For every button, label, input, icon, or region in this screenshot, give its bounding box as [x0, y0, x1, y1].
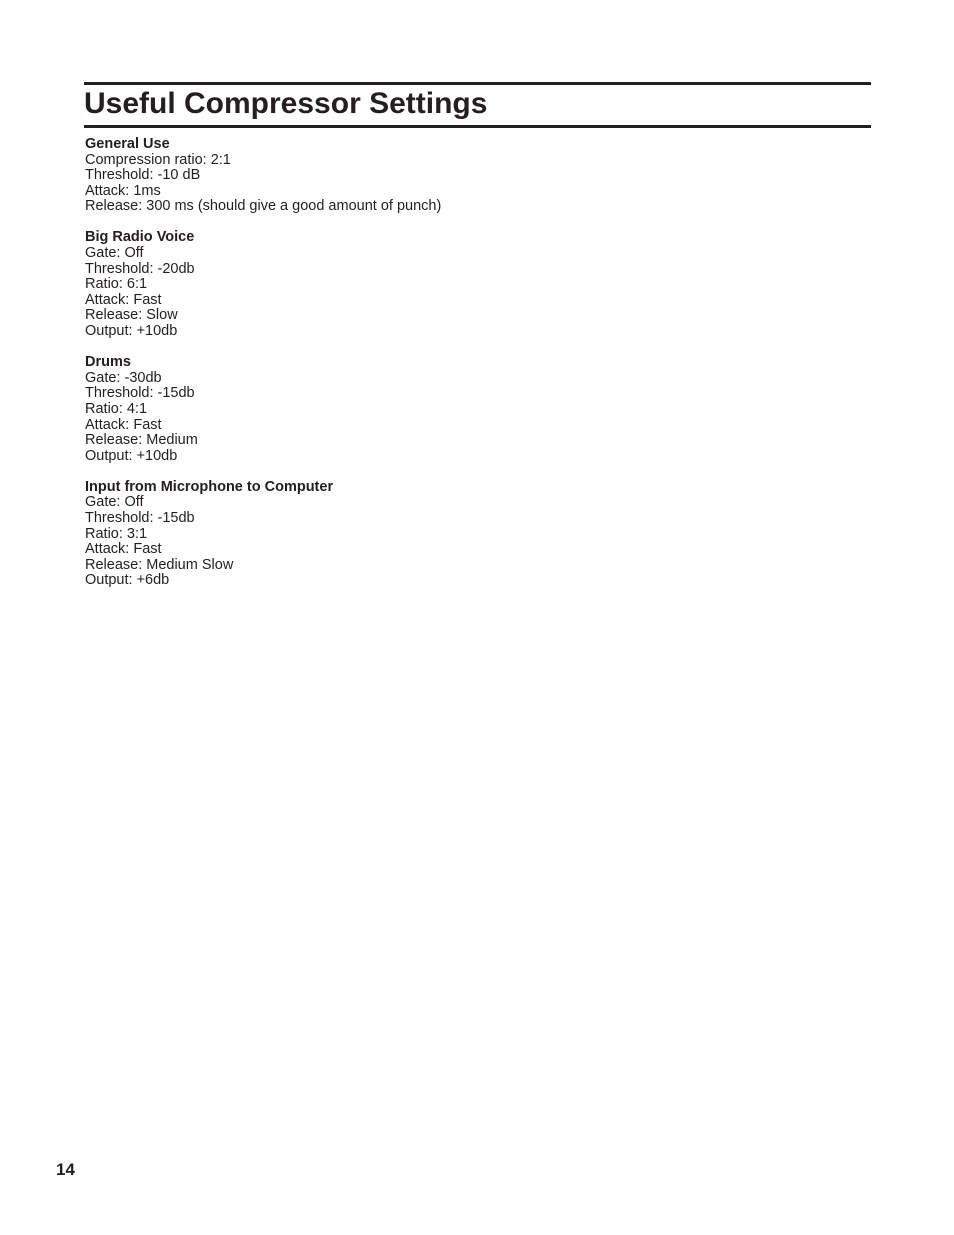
section-heading: Big Radio Voice	[85, 229, 195, 246]
setting-line: Release: Medium	[85, 432, 198, 449]
setting-line: Threshold: -15db	[85, 509, 195, 526]
setting-line: Gate: Off	[85, 245, 144, 262]
setting-line: Gate: -30db	[85, 369, 162, 386]
page-title: Useful Compressor Settings	[84, 87, 488, 120]
setting-line: Attack: Fast	[85, 416, 162, 433]
setting-line: Release: Medium Slow	[85, 556, 234, 573]
setting-line: Output: +10db	[85, 447, 178, 464]
settings-content	[85, 137, 865, 604]
setting-line: Threshold: -15db	[85, 385, 195, 402]
setting-line: Ratio: 4:1	[85, 400, 148, 417]
setting-line: Threshold: -10 dB	[85, 167, 201, 184]
section-heading: General Use	[85, 136, 170, 152]
section-general-use	[85, 137, 865, 215]
page-header	[84, 82, 871, 128]
setting-line: Compression ratio: 2:1	[85, 151, 231, 168]
setting-line: Output: +10db	[85, 323, 178, 340]
setting-line: Gate: Off	[85, 494, 144, 511]
section-heading: Input from Microphone to Computer	[85, 478, 334, 495]
section-heading: Drums	[85, 354, 131, 371]
section-input-from-microphone	[85, 480, 865, 589]
setting-line: Ratio: 6:1	[85, 276, 148, 293]
section-drums	[85, 355, 865, 464]
setting-line: Attack: Fast	[85, 541, 162, 558]
setting-line: Release: 300 ms (should give a good amount of punch)	[85, 198, 442, 215]
setting-line: Ratio: 3:1	[85, 525, 148, 542]
setting-line: Output: +6db	[85, 572, 170, 589]
page-number: 14	[56, 1160, 75, 1179]
setting-line: Threshold: -20db	[85, 260, 195, 277]
setting-line: Attack: 1ms	[85, 182, 161, 199]
setting-line: Attack: Fast	[85, 291, 162, 308]
section-big-radio-voice	[85, 230, 865, 339]
setting-line: Release: Slow	[85, 307, 178, 324]
